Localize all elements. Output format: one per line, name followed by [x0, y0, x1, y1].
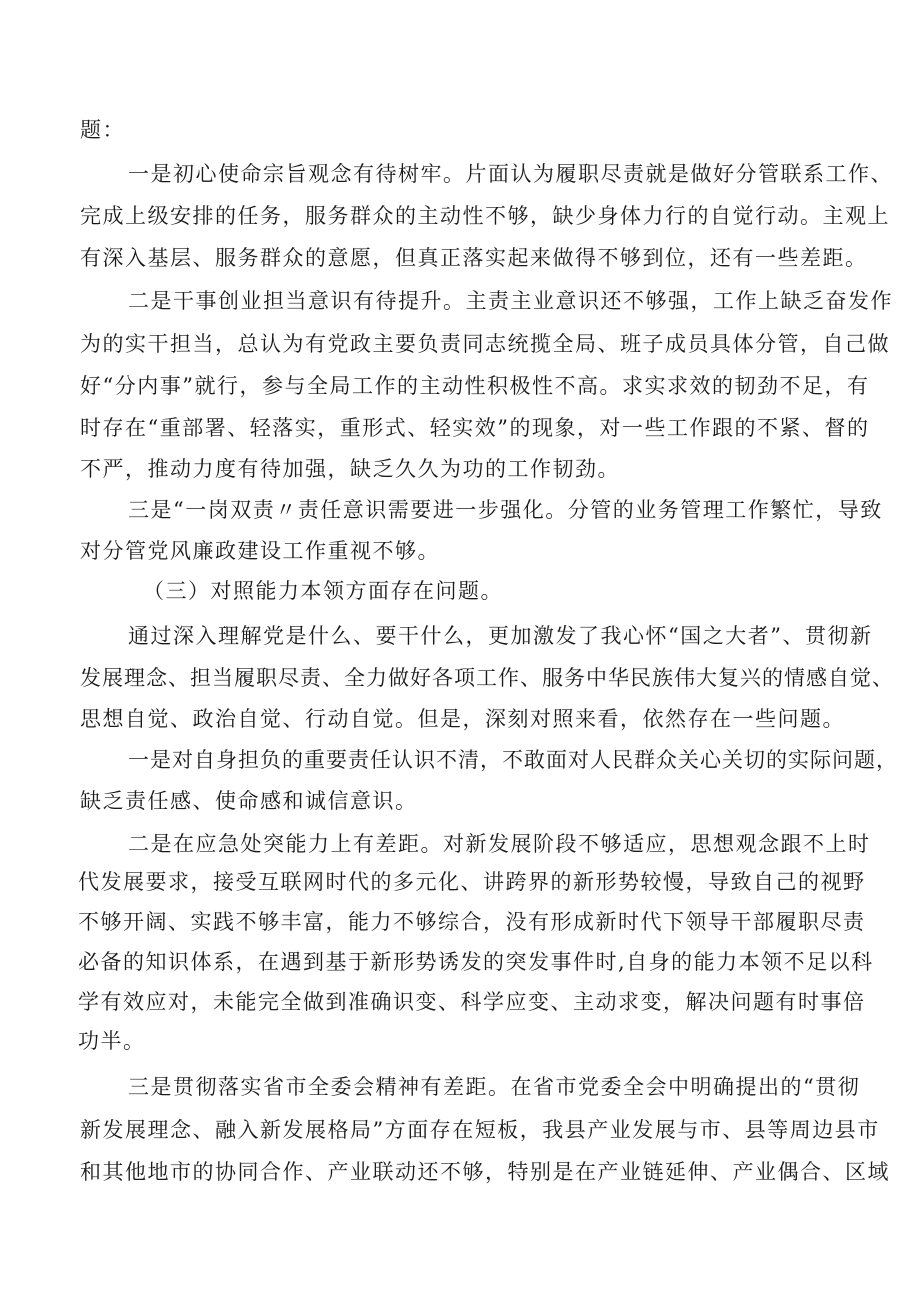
text-line: 一是初心使命宗旨观念有待树牢。片面认为履职尽责就是做好分管联系工作、 — [128, 162, 893, 186]
text-line: 好“分内事”就行，参与全局工作的主动性积极性不高。求实求效的韧劲不足，有 — [80, 374, 870, 398]
text-line: 题： — [80, 118, 125, 142]
text-line: 代发展要求，接受互联网时代的多元化、讲跨界的新形势较慢，导致自己的视野 — [78, 870, 866, 894]
text-line: 新发展理念、融入新发展格局”方面存在短板，我县产业发展与市、县等周边县市 — [80, 1118, 880, 1142]
text-line: 不够开阔、实践不够丰富，能力不够综合，没有形成新时代下领导干部履职尽责 — [78, 910, 866, 934]
section-heading: （三）对照能力本领方面存在问题。 — [143, 579, 503, 603]
text-line: 时存在“重部署、轻落实，重形式、轻实效”的现象，对一些工作跟的不紧、督的 — [80, 416, 870, 440]
text-line: 必备的知识体系，在遇到基于新形势诱发的突发事件时,自身的能力本领不足以科 — [78, 950, 874, 974]
text-line: 三是贯彻落实省市全委会精神有差距。在省市党委全会中明确提出的“贯彻 — [128, 1075, 861, 1099]
text-line: 通过深入理解党是什么、要干什么，更加激发了我心怀“国之大者”、贯彻新 — [128, 624, 873, 648]
text-line: 二是在应急处突能力上有差距。对新发展阶段不够适应，思想观念跟不上时 — [128, 832, 871, 856]
text-line: 为的实干担当，总认为有党政主要负责同志统揽全局、班子成员具体分管，自己做 — [80, 332, 890, 356]
text-line: 功半。 — [78, 1029, 146, 1053]
text-line: 不严，推动力度有待加强，缺乏久久为功的工作韧劲。 — [80, 457, 620, 481]
text-line: 对分管党风廉政建设工作重视不够。 — [80, 539, 440, 563]
text-line: 和其他地市的协同合作、产业联动还不够，特别是在产业链延伸、产业偶合、区域 — [80, 1160, 890, 1184]
text-line: 思想自觉、政治自觉、行动自觉。但是，深刻对照来看，依然存在一些问题。 — [80, 707, 845, 731]
text-line: 完成上级安排的任务，服务群众的主动性不够，缺少身体力行的自觉行动。主观上 — [80, 204, 890, 228]
text-line: 发展理念、担当履职尽责、全力做好各项工作、服务中华民族伟大复兴的情感自觉、 — [80, 666, 894, 690]
text-line: 学有效应对，未能完全做到准确识变、科学应变、主动求变，解决问题有时事倍 — [78, 990, 866, 1014]
text-line: 有深入基层、服务群众的意愿，但真正落实起来做得不够到位，还有一些差距。 — [80, 246, 868, 270]
text-line: 三是“一岗双责〃责任意识需要进一步强化。分管的业务管理工作繁忙，导致 — [128, 498, 883, 522]
text-line: 一是对自身担负的重要责任认识不清，不敢面对人民群众关心关切的实际问题， — [128, 748, 898, 772]
text-line: 缺乏责任感、使命感和诚信意识。 — [80, 789, 418, 813]
text-line: 二是干事创业担当意识有待提升。主责主业意识还不够强，工作上缺乏奋发作 — [128, 289, 893, 313]
